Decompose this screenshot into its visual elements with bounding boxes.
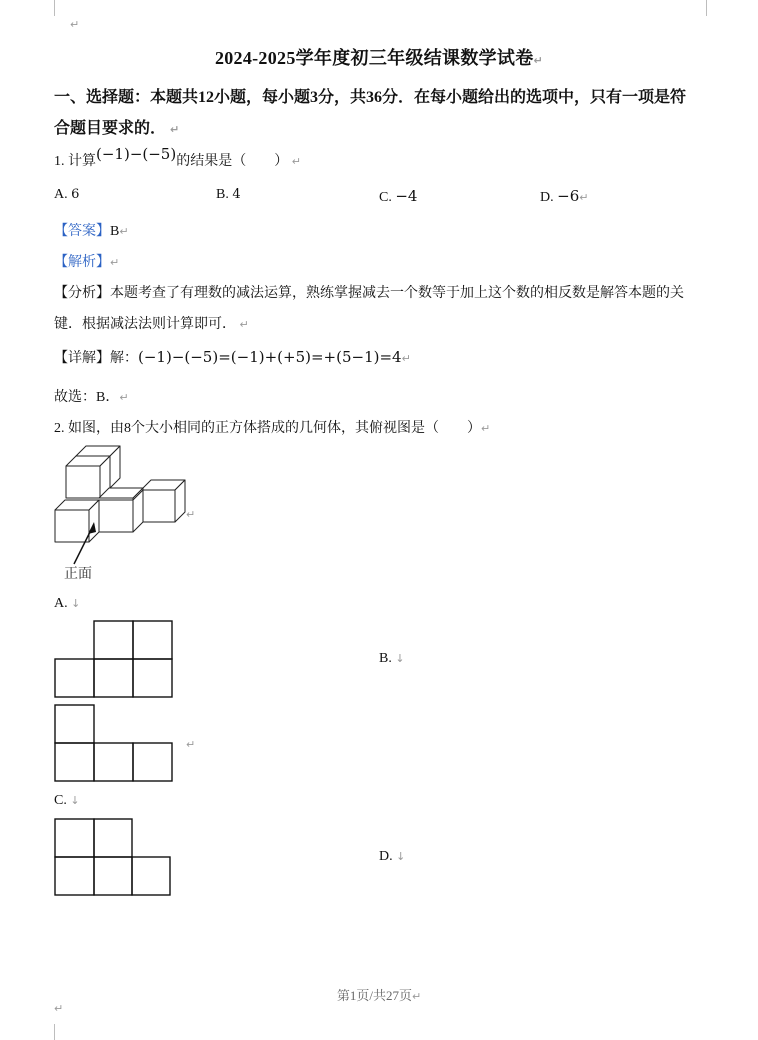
- q1-detail: [54, 347, 411, 367]
- paragraph-mark-icon: ↵: [411, 990, 422, 1003]
- analysis-tag: 【解析】: [54, 255, 110, 270]
- section-heading-line1: [54, 84, 686, 107]
- cube-front-face: [55, 510, 89, 542]
- q1-suffix: 的结果是（ ）: [176, 154, 289, 169]
- section-heading-text-2: 合题目要求的．: [54, 120, 167, 137]
- paragraph-mark-icon: ↓: [71, 597, 81, 610]
- q2-option-b: [379, 651, 405, 667]
- paragraph-mark-icon: ↵: [110, 256, 120, 269]
- section-heading-text: 一、选择题：本题共12小题，每小题3分，共36分．在每小题给出的选项中，只有一项是符: [54, 89, 687, 106]
- paragraph-mark-icon: ↵: [54, 1002, 64, 1015]
- q1-analysis-tag: [54, 251, 119, 271]
- grid-cell: [133, 743, 172, 781]
- q1-expression: (−1)−(−5): [96, 145, 177, 163]
- option-d-value: −6: [557, 187, 580, 205]
- paragraph-mark-icon: ↓: [395, 652, 405, 665]
- q1-fenxi-line2: [54, 313, 249, 333]
- answer-value: B: [110, 224, 120, 239]
- cube-front-face: [99, 500, 133, 532]
- corner-mark-bottom-left: [54, 1024, 55, 1040]
- paragraph-mark-icon: ↵: [186, 508, 196, 521]
- option-c-label: C.: [54, 793, 67, 808]
- paragraph-mark-icon: ↵: [481, 422, 491, 435]
- fenxi-text-2: 键．根据减法法则计算即可．: [54, 317, 236, 332]
- q2-option-c: [54, 793, 80, 809]
- q1-option-a: [54, 187, 79, 203]
- option-c-grid: [54, 818, 176, 898]
- q1-option-c: [379, 187, 417, 206]
- answer-tag: 【答案】: [54, 224, 110, 239]
- page-title: [0, 44, 758, 70]
- paragraph-mark-icon: ↓: [396, 850, 406, 863]
- option-c-value: −4: [395, 187, 418, 205]
- paragraph-mark-icon: ↵: [579, 191, 589, 204]
- q2-stem: [54, 417, 490, 437]
- paragraph-mark-icon: ↵: [119, 225, 129, 238]
- figure-label: [64, 563, 92, 583]
- option-b-value: 4: [232, 187, 241, 202]
- grid-cell: [94, 743, 133, 781]
- page-footer: [0, 985, 758, 1004]
- detail-tag: 【详解】: [54, 351, 110, 366]
- grid-cell: [132, 857, 170, 895]
- grid-cell: [55, 743, 94, 781]
- grid-cell: [94, 857, 132, 895]
- paragraph-mark-icon: ↵: [186, 738, 196, 751]
- q1-stem: [54, 145, 301, 170]
- grid-cell: [55, 659, 94, 697]
- fenxi-text-1: 本题考查了有理数的减法运算，熟练掌握减去一个数等于加上这个数的相反数是解答本题的关: [110, 286, 684, 301]
- title-text: 2024-2025学年度初三年级结课数学试卷: [214, 48, 534, 68]
- paragraph-mark-icon: ↵: [291, 155, 301, 168]
- q1-answer: [54, 220, 129, 240]
- detail-expression: (−1)−(−5)=(−1)+(+5)=+(5−1)=4: [138, 348, 402, 366]
- grid-cell: [55, 857, 94, 895]
- grid-cell: [133, 659, 172, 697]
- q1-option-b: [216, 187, 241, 203]
- paragraph-mark-icon: ↵: [70, 18, 80, 31]
- option-a-value: 6: [71, 187, 80, 202]
- paragraph-mark-icon: ↵: [239, 318, 249, 331]
- corner-mark-top-left: [54, 0, 55, 16]
- fenxi-tag: 【分析】: [54, 286, 110, 301]
- cube-front-face: [141, 490, 175, 522]
- paragraph-mark-icon: ↵: [533, 54, 544, 67]
- option-b-grid: [54, 704, 176, 784]
- q1-number: 1.: [54, 154, 65, 169]
- cube-front-face: [66, 466, 100, 498]
- paragraph-mark-icon: ↓: [70, 794, 80, 807]
- q2-option-a: [54, 596, 80, 612]
- grid-cell: [55, 819, 94, 857]
- grid-cell: [133, 621, 172, 659]
- conclusion-text: 故选：B．: [54, 390, 120, 405]
- q1-fenxi-line1: [54, 282, 684, 302]
- paragraph-mark-icon: ↵: [401, 352, 411, 365]
- q1-conclusion: [54, 386, 129, 406]
- grid-cell: [94, 621, 133, 659]
- q2-question-text: 2. 如图，由8个大小相同的正方体搭成的几何体，其俯视图是（ ）: [54, 421, 481, 436]
- option-a-label: A.: [54, 187, 68, 202]
- q2-option-d: [379, 849, 405, 865]
- paragraph-mark-icon: ↵: [170, 123, 180, 136]
- grid-cell: [94, 659, 133, 697]
- paragraph-mark-icon: ↵: [119, 391, 129, 404]
- option-a-grid: [54, 620, 176, 700]
- front-label-text: 正面: [64, 567, 92, 582]
- q1-option-d: [540, 187, 588, 206]
- option-d-label: D.: [540, 190, 554, 205]
- grid-cell: [55, 705, 94, 743]
- option-c-label: C.: [379, 190, 392, 205]
- page-number: 第1页/共27页: [336, 988, 412, 1003]
- option-a-label: A.: [54, 596, 68, 611]
- corner-mark-top-right: [706, 0, 707, 16]
- option-d-label: D.: [379, 849, 393, 864]
- option-b-label: B.: [216, 187, 229, 202]
- section-heading-line2: [54, 115, 179, 138]
- option-b-label: B.: [379, 651, 392, 666]
- q1-prefix: 计算: [68, 154, 96, 169]
- grid-cell: [94, 819, 132, 857]
- detail-prefix: 解：: [110, 351, 138, 366]
